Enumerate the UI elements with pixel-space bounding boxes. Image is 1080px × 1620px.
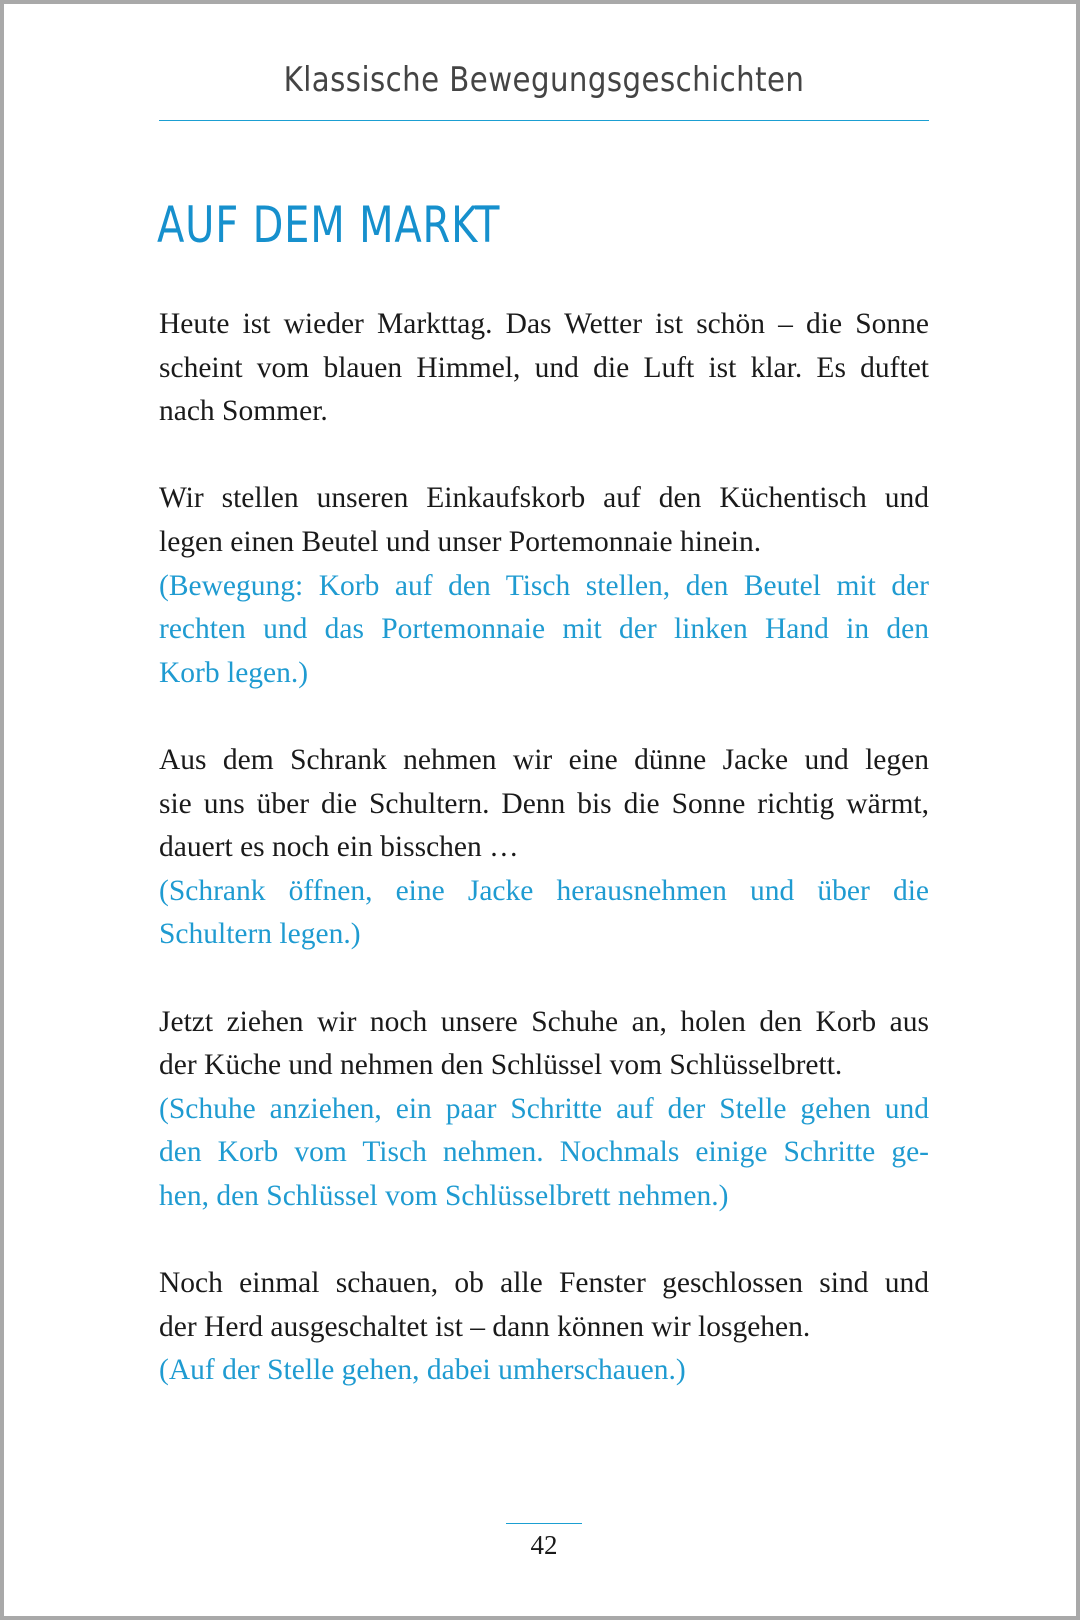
paragraph-2 [159,477,929,695]
paragraph-3 [159,739,929,957]
chapter-title: AUF DEM MARKT [157,196,501,254]
narrative-line: dauert es noch ein bisschen … [159,831,519,864]
paragraph-5 [159,1262,929,1393]
paragraph-4 [159,1001,929,1219]
narrative-line: Noch einmal schauen, ob alle Fenster geschlossen sind und [159,1267,929,1300]
paragraph-1 [159,303,929,434]
story-body [159,303,929,1393]
narrative-line: scheint vom blauen Himmel, und die Luft ist klar. Es duftet [159,351,929,384]
page-number: 42 [530,1530,558,1560]
footer-rule [506,1523,582,1524]
narrative-line: der Küche und nehmen den Schlüssel vom Schlüsselbrett. [159,1049,843,1082]
header-rule [159,120,929,121]
movement-instruction-line: (Bewegung: Korb auf den Tisch stellen, den Beutel mit der [159,569,929,602]
narrative-line: Heute ist wieder Markttag. Das Wetter ist schön – die Sonne [159,308,929,340]
movement-instruction-line: hen, den Schlüssel vom Schlüsselbrett nehmen.) [159,1179,729,1212]
narrative-line: legen einen Beutel und unser Portemonnaie hinein. [159,525,762,558]
movement-instruction-line: (Schuhe anziehen, ein paar Schritte auf der Stelle gehen und [159,1092,929,1125]
movement-instruction-line: den Korb vom Tisch nehmen. Nochmals einige Schritte ge- [159,1136,929,1169]
narrative-line: nach Sommer. [159,395,328,428]
narrative-line: Jetzt ziehen wir noch unsere Schuhe an, holen den Korb aus [159,1005,929,1038]
narrative-line: der Herd ausgeschaltet ist – dann können wir losgehen. [159,1310,811,1343]
movement-instruction-line: (Schrank öffnen, eine Jacke herausnehmen und über die [159,874,929,907]
movement-instruction-line: Korb legen.) [159,656,309,689]
narrative-line: Wir stellen unseren Einkaufskorb auf den Küchentisch und [159,482,929,515]
movement-instruction-line: rechten und das Portemonnaie mit der linken Hand in den [159,613,929,646]
movement-instruction-line: (Auf der Stelle gehen, dabei umherschauen.) [159,1354,686,1387]
narrative-line: sie uns über die Schultern. Denn bis die Sonne richtig wärmt, [159,787,929,820]
movement-instruction-line: Schultern legen.) [159,918,361,951]
narrative-line: Aus dem Schrank nehmen wir eine dünne Jacke und legen [159,743,929,776]
running-header: Klassische Bewegungsgeschichten [283,60,805,100]
